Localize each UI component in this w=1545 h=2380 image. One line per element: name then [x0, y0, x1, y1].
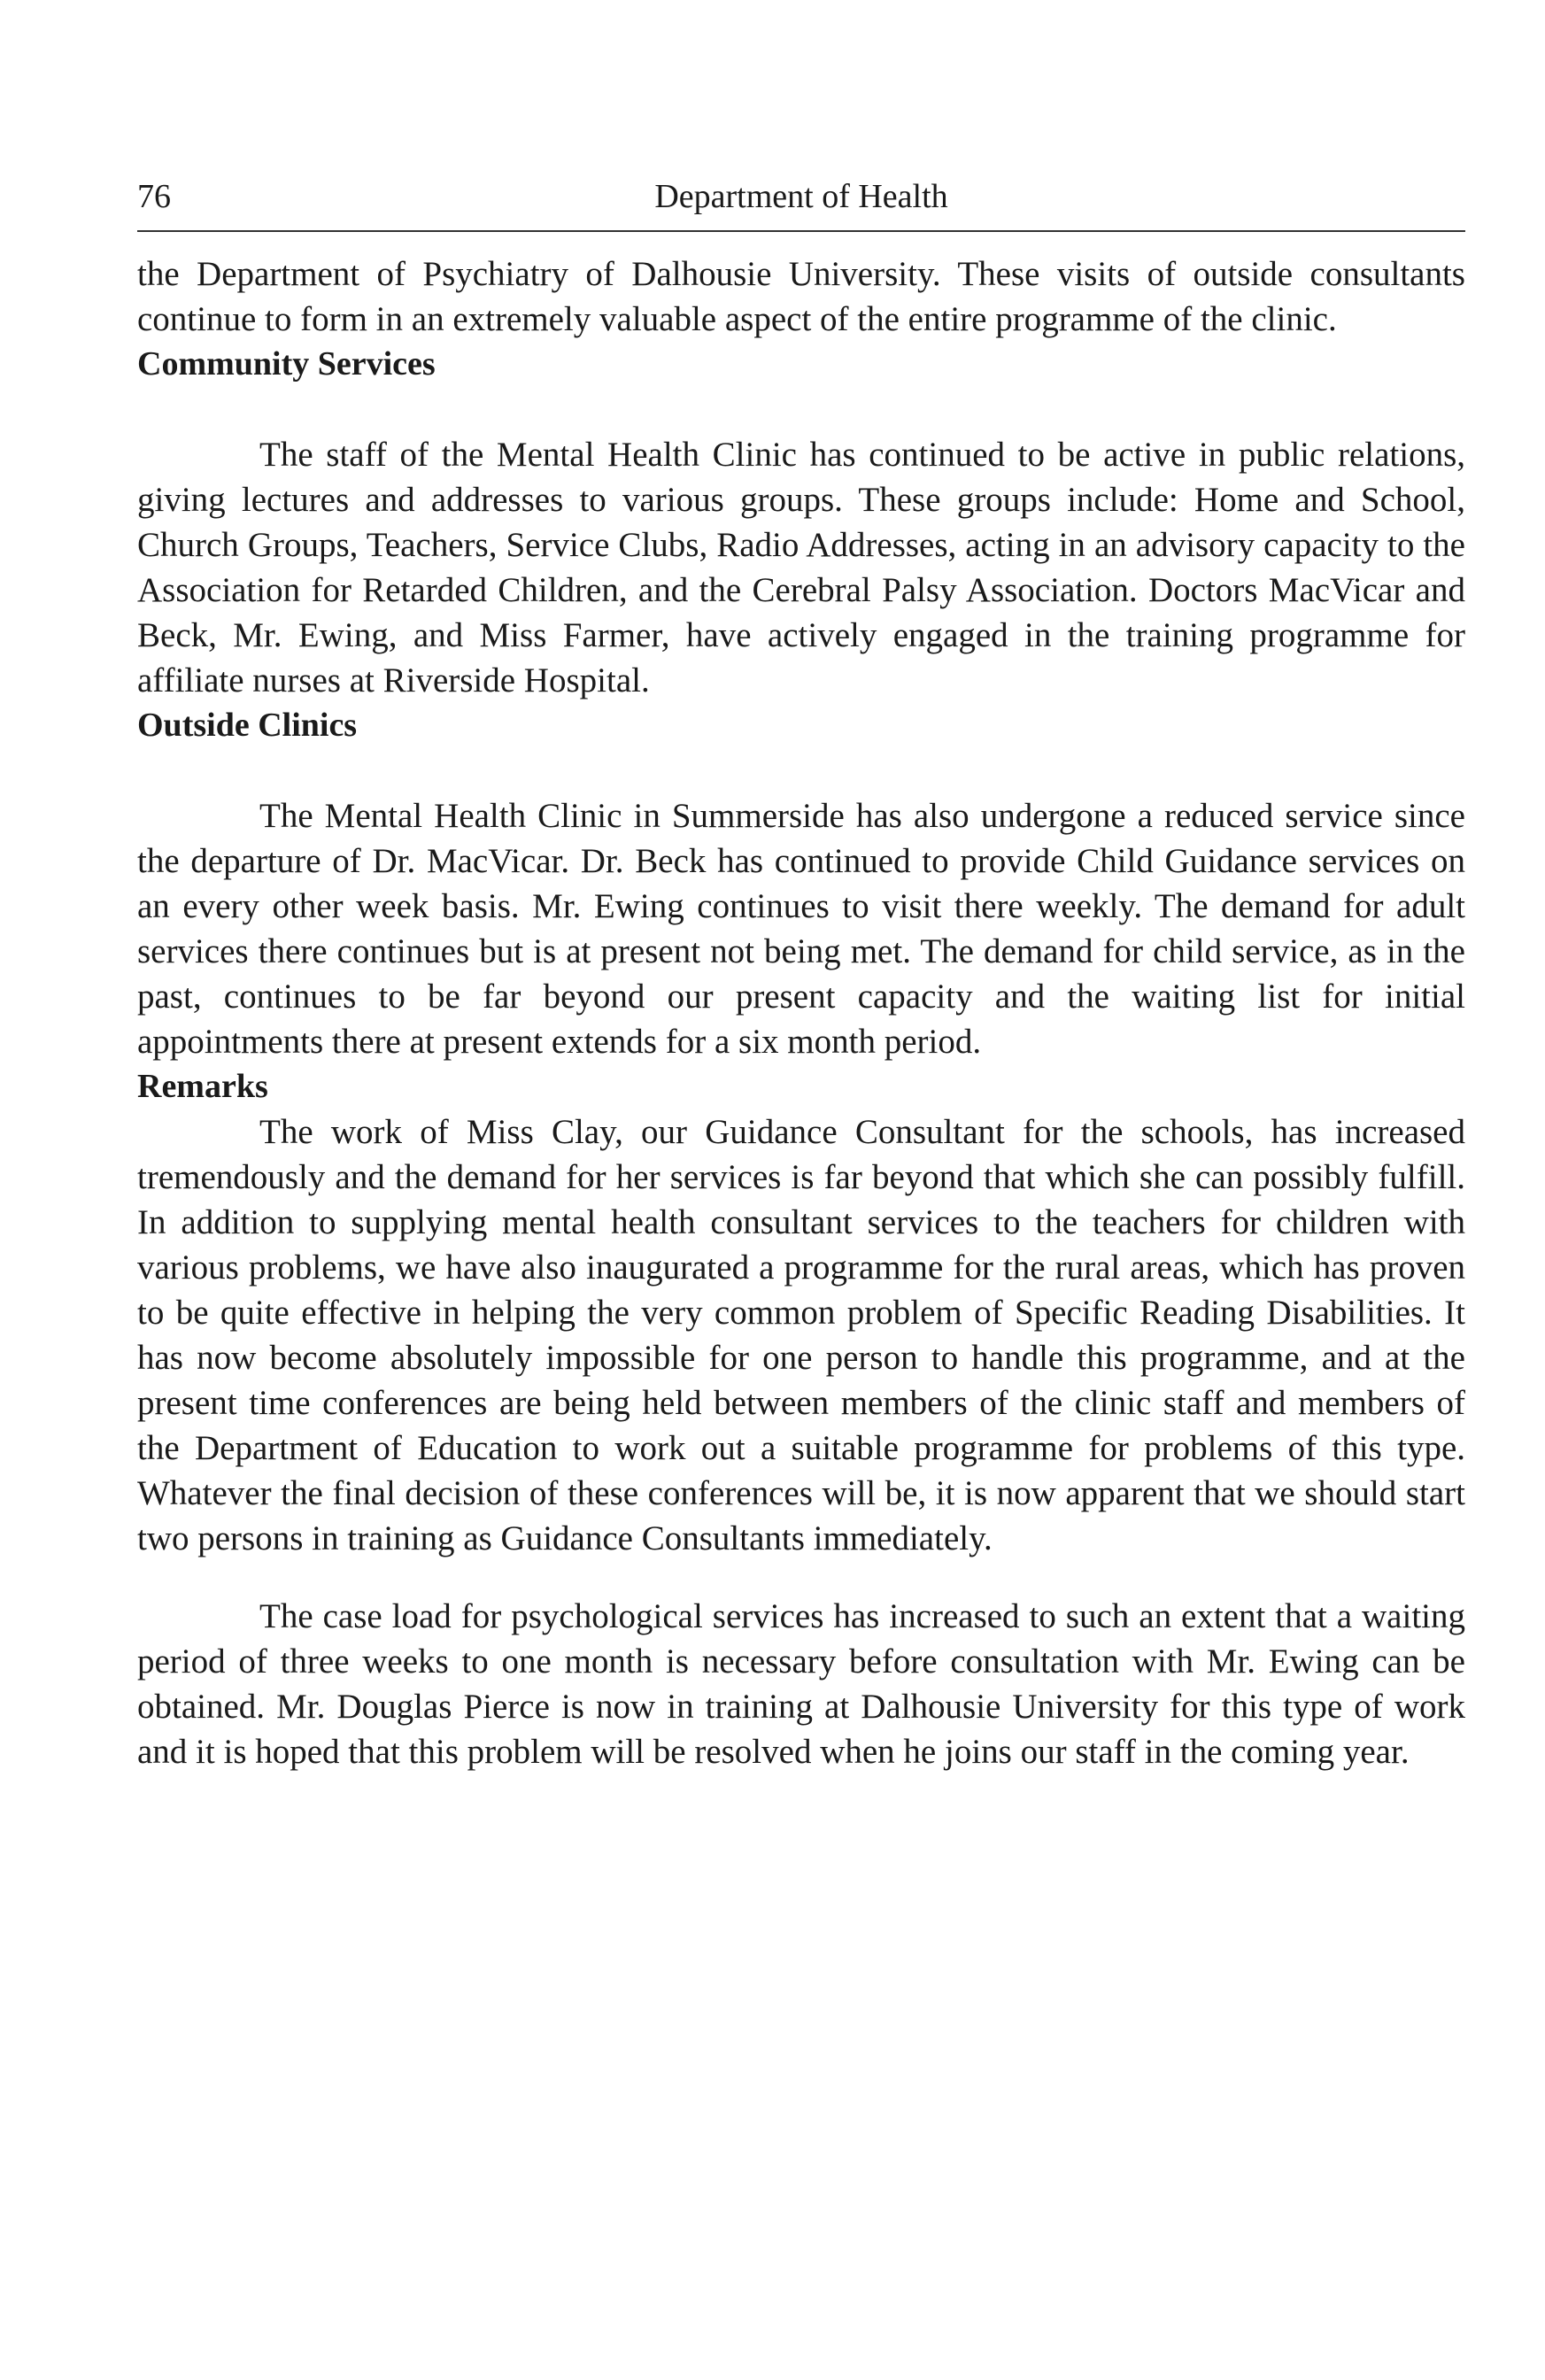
section-heading-community-services: Community Services: [137, 345, 436, 382]
remarks-paragraph-2: The case load for psychological services has increased to such an extent that a waiting period of three weeks to one month is necessary before consultation with Mr. Ewing can be obtained. Mr. Douglas Pierce is now in training at Dalhousie University for this type of work and it is hoped that this problem will be resolved when he joins our staff in the coming year.: [137, 1597, 1465, 1771]
running-title: Department of Health: [654, 178, 948, 215]
community-services-paragraph: The staff of the Mental Health Clinic has continued to be active in public relations, giving lectures and addresses to various groups. These groups include: Home and School, Church Groups, Teachers, Service Clubs, Radio Addresses, acting in an advisory capacity to the Association for Retarded Children, and the Cerebral Palsy Association. Doctors MacVicar and Beck, Mr. Ewing, and Miss Farmer, have actively engaged in the training programme for affiliate nurses at Riverside Hospital.: [137, 436, 1465, 699]
intro-paragraph: the Department of Psychiatry of Dalhousie University. These visits of outside consultants continue to form in an extremely valuable aspect of the entire programme of the clinic.: [137, 255, 1465, 338]
header-rule: [137, 230, 1465, 232]
section-heading-outside-clinics: Outside Clinics: [137, 707, 358, 744]
running-header: [137, 168, 1465, 225]
body-text: [137, 251, 1465, 1774]
paragraph-gap: [137, 1561, 1465, 1594]
document-page: [137, 168, 1465, 1774]
section-heading-remarks: Remarks: [137, 1068, 268, 1105]
outside-clinics-paragraph: The Mental Health Clinic in Summerside has also undergone a reduced service since the departure of Dr. MacVicar. Dr. Beck has continued to provide Child Guidance services on an every other week basis. Mr. Ewing continues to visit there weekly. The demand for adult services there continues but is at present not being met. The demand for child service, as in the past, continues to be far beyond our present capacity and the waiting list for initial appointments there at present extends for a six month period.: [137, 797, 1465, 1061]
remarks-paragraph-1: The work of Miss Clay, our Guidance Consultant for the schools, has increased tremendously and the demand for her services is far beyond that which she can possibly fulfill. In addition to supplying mental health consultant services to the teachers for children with various problems, we have also inaugurated a programme for the rural areas, which has proven to be quite effective in helping the very common problem of Specific Reading Disabilities. It has now become absolutely impossible for one person to handle this programme, and at the present time conferences are being held between members of the clinic staff and members of the Department of Education to work out a suitable programme for problems of this type. Whatever the final decision of these conferences will be, it is now apparent that we should start two persons in training as Guidance Consultants immediately.: [137, 1113, 1465, 1557]
page-number: 76: [137, 178, 171, 215]
